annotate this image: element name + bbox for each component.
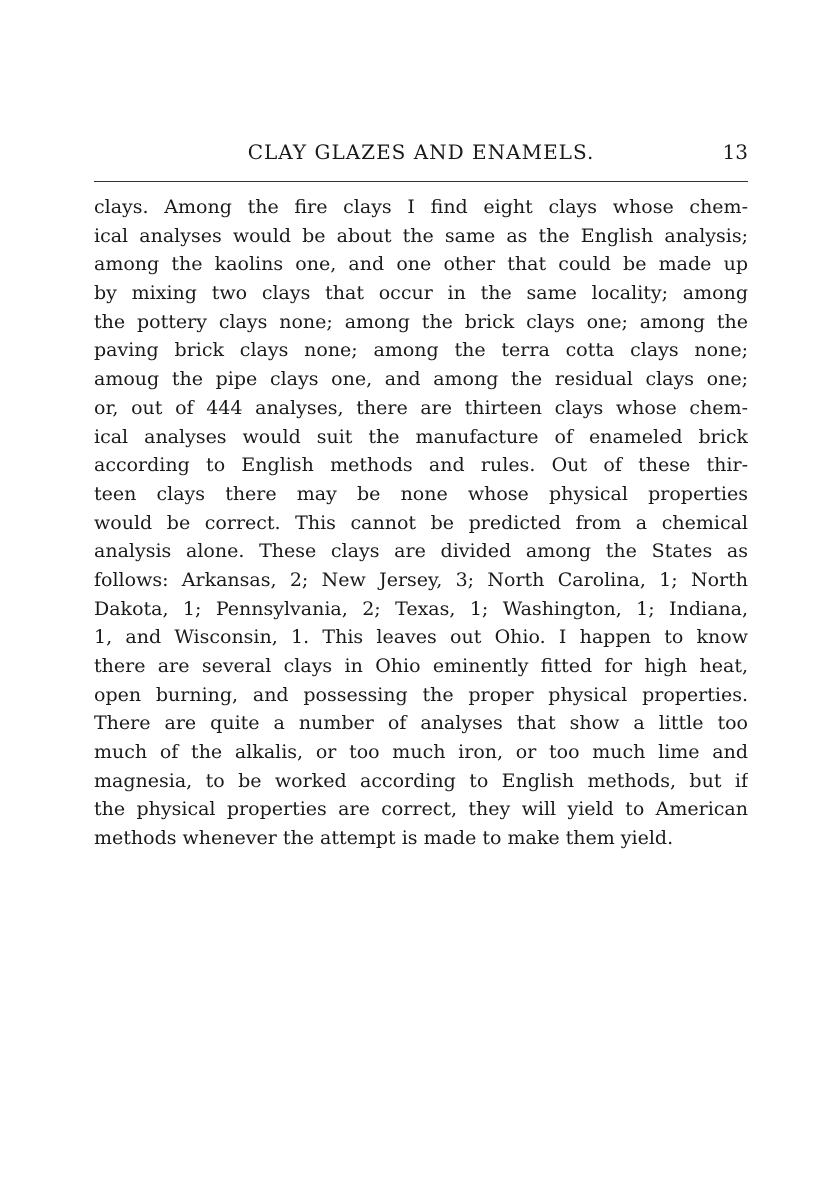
page-number: 13 [722,140,748,164]
text-line: there are several clays in Ohio eminently fitted for high heat, [94,655,748,677]
text-line: There are quite a number of analyses that show a little too [94,712,748,735]
text-line: or, out of 444 analyses, there are thirteen clays whose chem- [94,396,748,419]
text-line: follows: Arkansas, 2; New Jersey, 3; North Carolina, 1; North [94,568,748,591]
text-line: 1, and Wisconsin, 1. This leaves out Ohio. I happen to know [94,626,748,649]
text-line: clays. Among the fire clays I find eight clays whose chem- [94,196,748,218]
text-line: paving brick clays none; among the terra cotta clays none; [94,339,748,362]
running-title: CLAY GLAZES AND ENAMELS. [247,140,595,164]
header-rule [94,181,748,182]
running-header [94,138,748,166]
text-line: the physical properties are correct, they will yield to American [94,798,748,821]
text-line: would be correct. This cannot be predicted from a chemical [94,511,748,534]
text-line: amoug the pipe clays one, and among the residual clays one; [94,368,748,391]
text-line: methods whenever the attempt is made to make them yield. [94,827,674,850]
text-line: according to English methods and rules. Out of these thir- [94,454,748,477]
text-line: by mixing two clays that occur in the same locality; among [94,282,748,305]
text-line: much of the alkalis, or too much iron, or too much lime and [94,741,748,764]
text-line: the pottery clays none; among the brick clays one; among the [94,310,748,333]
text-line: teen clays there may be none whose physical properties [94,482,748,505]
text-line: ical analyses would be about the same as the English analysis; [94,224,748,247]
text-line: magnesia, to be worked according to English methods, but if [94,769,748,792]
text-line: open burning, and possessing the proper physical properties. [94,683,748,706]
text-line: among the kaolins one, and one other that could be made up [94,253,748,276]
text-line: ical analyses would suit the manufacture of enameled brick [94,425,748,448]
text-line: Dakota, 1; Pennsylvania, 2; Texas, 1; Washington, 1; Indiana, [94,597,748,620]
body-paragraph [94,193,748,853]
text-line: analysis alone. These clays are divided among the States as [94,540,748,563]
